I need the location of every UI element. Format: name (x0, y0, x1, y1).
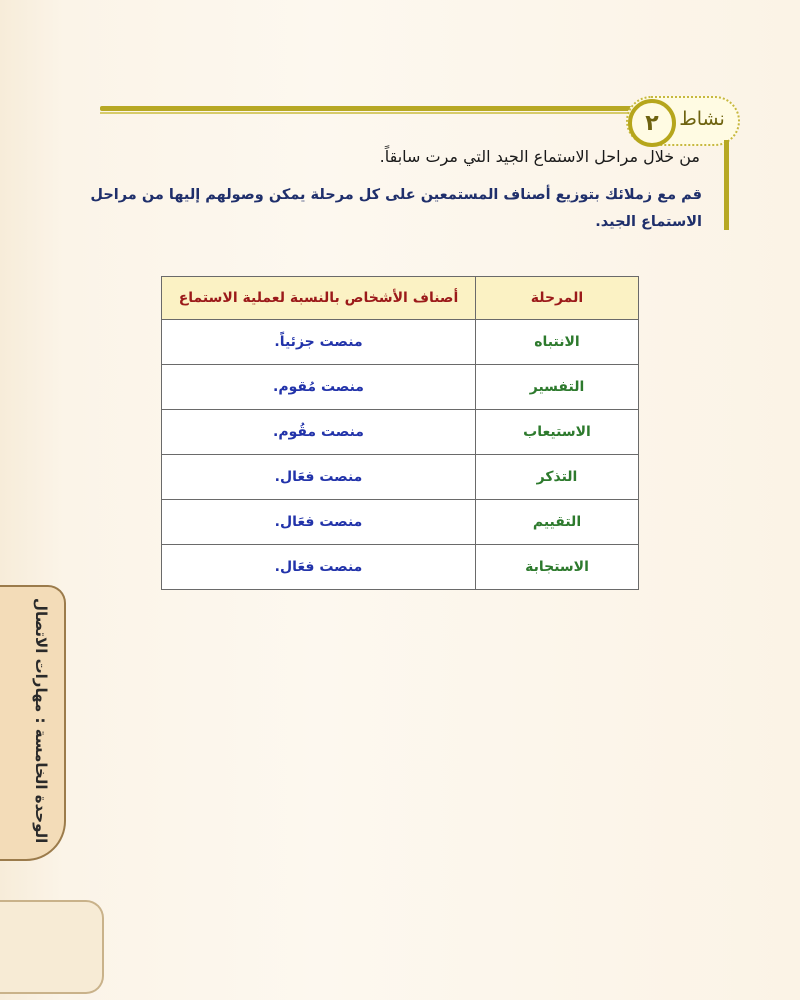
activity-label: نشاط (679, 108, 725, 130)
table-row (162, 500, 639, 545)
instruction-line-2: قم مع زملائك بتوزيع أصناف المستمعين على كل مرحلة يمكن وصولهم إليها من مراحل الاستماع الجيد. (90, 187, 702, 230)
table-row (162, 545, 639, 590)
activity-header-line (100, 106, 638, 111)
unit-title: الوحدة الخامسة : مهارات الاتصال (32, 598, 50, 844)
activity-side-bar (724, 140, 729, 230)
listener-type-cell: منصت فعَال. (162, 500, 476, 545)
listener-type-cell: منصت جزئياً. (162, 320, 476, 365)
stage-cell: التذكر (476, 455, 639, 500)
listener-type-cell: منصت مُقوم. (162, 365, 476, 410)
stage-cell: الاستيعاب (476, 410, 639, 455)
stage-cell: التفسير (476, 365, 639, 410)
listener-type-cell: منصت مقُوم. (162, 410, 476, 455)
table-row (162, 320, 639, 365)
instruction-line-1: من خلال مراحل الاستماع الجيد التي مرت سابقاً. (379, 147, 700, 166)
table-row (162, 410, 639, 455)
listener-type-cell: منصت فعَال. (162, 455, 476, 500)
table-row (162, 365, 639, 410)
header-listener-types: أصناف الأشخاص بالنسبة لعملية الاستماع (162, 277, 476, 320)
stage-cell: الانتباه (476, 320, 639, 365)
listening-stages-table (161, 276, 639, 590)
stage-cell: الاستجابة (476, 545, 639, 590)
stage-cell: التقييم (476, 500, 639, 545)
page-number-box (0, 900, 104, 994)
table-row (162, 455, 639, 500)
listener-type-cell: منصت فعَال. (162, 545, 476, 590)
activity-number: ٢ (628, 99, 676, 147)
header-stage: المرحلة (476, 277, 639, 320)
table-header-row (162, 277, 639, 320)
activity-header-underline (100, 112, 638, 114)
